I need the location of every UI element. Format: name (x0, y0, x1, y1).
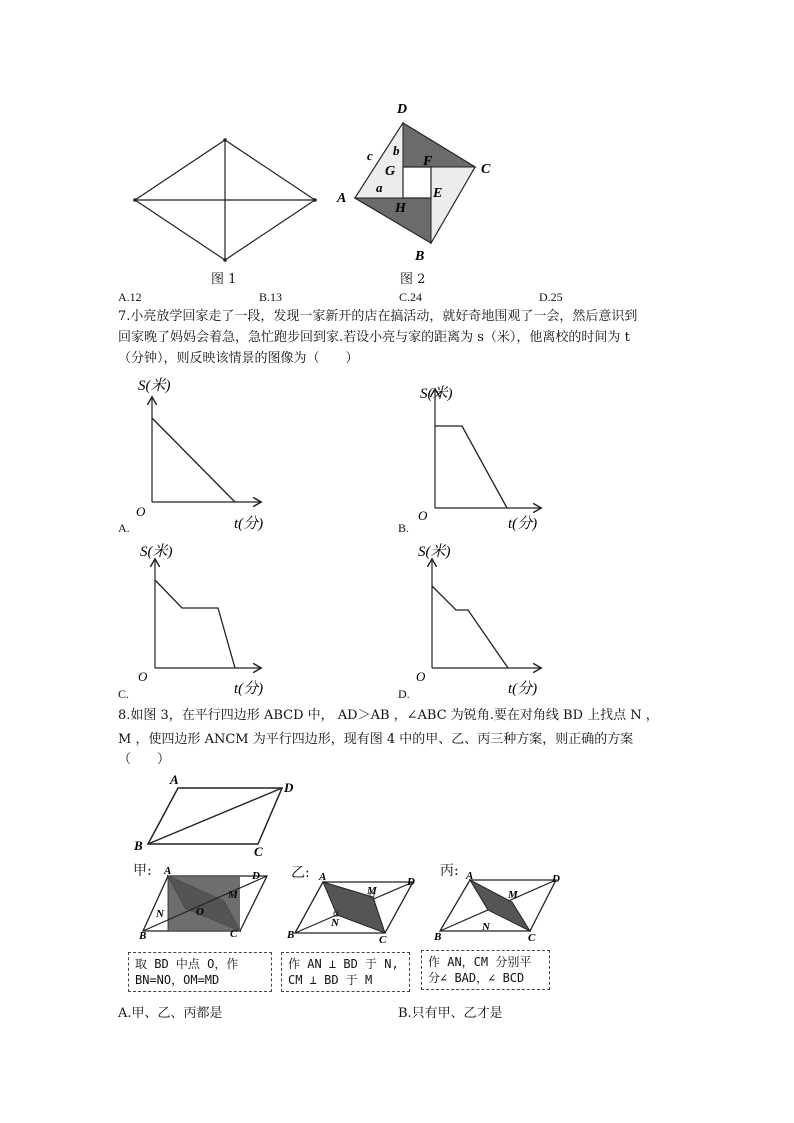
fig3-label-C: C (254, 844, 263, 859)
graph-c-ylabel: S(米) (140, 544, 173, 560)
plan-bing-line-1: 作 AN，CM 分别平 (428, 955, 532, 969)
graph-c (130, 540, 280, 705)
graph-b-ylabel: S(米) (420, 386, 453, 402)
q7-line-1: 7.小亮放学回家走了一段，发现一家新开的店在搞活动，就好奇地围观了一会，然后意识到 (118, 309, 638, 324)
graph-d-ylabel: S(米) (418, 544, 451, 560)
plan-yi-title: 乙: (291, 865, 310, 881)
plan-jia-line-1: 取 BD 中点 O，作 (135, 957, 239, 971)
graph-d-origin: O (416, 669, 426, 684)
plan-jia-title: 甲: (133, 863, 152, 879)
q8-option-b[interactable]: B.只有甲、乙才是 (398, 1006, 503, 1021)
q7-line-3: （分钟），则反映该情景的图像为（ ） (118, 351, 359, 366)
graph-a-origin: O (136, 504, 146, 519)
q6-option-b[interactable]: B.13 (259, 290, 283, 304)
plan-yi-line-2: CM ⊥ BD 于 M (288, 973, 373, 987)
jia-label-O: O (196, 906, 204, 918)
q8-line-2: M ，使四边形 ANCM 为平行四边形，现有图 4 中的甲、乙、丙三种方案，则正确的方案 (118, 732, 634, 747)
fig3-label-B: B (134, 838, 143, 853)
plan-bing-line-2: 分∠ BAD，∠ BCD (428, 971, 525, 985)
graph-c-xlabel: t(分) (234, 681, 264, 697)
fig2-label-a: a (376, 180, 383, 195)
bing-label-N: N (482, 921, 490, 933)
graph-a (130, 370, 280, 535)
plan-jia-description (128, 952, 272, 992)
fig2-label-c: c (367, 148, 373, 163)
jia-label-B: B (139, 930, 147, 942)
fig2-label-A: A (337, 191, 347, 206)
fig3-label-A: A (170, 772, 179, 787)
figure-3-parallelogram (130, 772, 305, 857)
q7-option-d[interactable]: D. (398, 687, 410, 701)
q7-line-2: 回家晚了妈妈会着急，急忙跑步回到家.若设小亮与家的距离为 s（米），他离校的时间为 t (118, 330, 630, 345)
yi-label-C: C (379, 934, 387, 946)
plan-bing-title: 丙: (440, 863, 459, 879)
graph-a-ylabel: S(米) (138, 378, 171, 394)
graph-b-origin: O (418, 508, 428, 523)
yi-label-A: A (319, 871, 327, 883)
plan-jia-figure (140, 865, 270, 945)
fig2-label-E: E (433, 186, 443, 201)
figure-2-caption: 图 2 (400, 272, 426, 287)
bing-label-A: A (466, 870, 474, 882)
graph-d-xlabel: t(分) (508, 681, 538, 697)
q6-option-a[interactable]: A.12 (118, 290, 142, 304)
jia-label-D: D (252, 870, 260, 882)
plan-yi-line-1: 作 AN ⊥ BD 于 N, (288, 957, 399, 971)
q7-option-b[interactable]: B. (398, 521, 410, 535)
fig2-label-b: b (393, 143, 400, 158)
fig2-label-F: F (423, 154, 433, 169)
graph-a-xlabel: t(分) (234, 516, 264, 532)
q8-option-a[interactable]: A.甲、乙、丙都是 (118, 1006, 223, 1021)
plan-bing-figure (432, 868, 567, 946)
q6-option-c[interactable]: C.24 (399, 290, 423, 304)
q7-option-a[interactable]: A. (118, 521, 130, 535)
q8-line-1: 8.如图 3，在平行四边形 ABCD 中， AD＞AB ，∠ABC 为锐角.要在对角线 BD 上找点 N ， (118, 708, 659, 723)
plan-yi-description (281, 952, 410, 992)
q7-option-c[interactable]: C. (118, 687, 130, 701)
bing-label-D: D (552, 873, 560, 885)
jia-label-M: M (228, 889, 238, 901)
fig2-label-C: C (481, 162, 491, 177)
graph-b-xlabel: t(分) (508, 516, 538, 532)
yi-label-M: M (367, 885, 377, 897)
plan-jia-line-2: BN=NO，OM=MD (135, 973, 220, 987)
yi-label-B: B (287, 929, 295, 941)
plan-bing-description (421, 950, 550, 990)
graph-c-origin: O (138, 669, 148, 684)
bing-label-C: C (528, 932, 536, 944)
fig2-label-B: B (415, 249, 425, 264)
jia-label-A: A (164, 865, 172, 877)
bing-label-M: M (508, 889, 518, 901)
plan-yi-figure (285, 870, 420, 945)
fig3-label-D: D (284, 780, 294, 795)
figure-1-rhombus (125, 132, 325, 272)
bing-label-B: B (434, 931, 442, 943)
graph-b (410, 378, 560, 543)
yi-label-N: N (331, 917, 339, 929)
figure-2-zhao-shuang-square (335, 95, 500, 267)
figure-1-caption: 图 1 (211, 272, 237, 287)
q8-line-3: （ ） (118, 752, 171, 767)
graph-d (410, 540, 560, 705)
fig2-label-H: H (395, 201, 406, 216)
fig2-label-D: D (397, 102, 408, 117)
jia-label-N: N (156, 908, 164, 920)
fig2-label-G: G (385, 164, 396, 179)
jia-label-C: C (230, 928, 238, 940)
q6-option-d[interactable]: D.25 (539, 290, 563, 304)
yi-label-D: D (407, 876, 415, 888)
